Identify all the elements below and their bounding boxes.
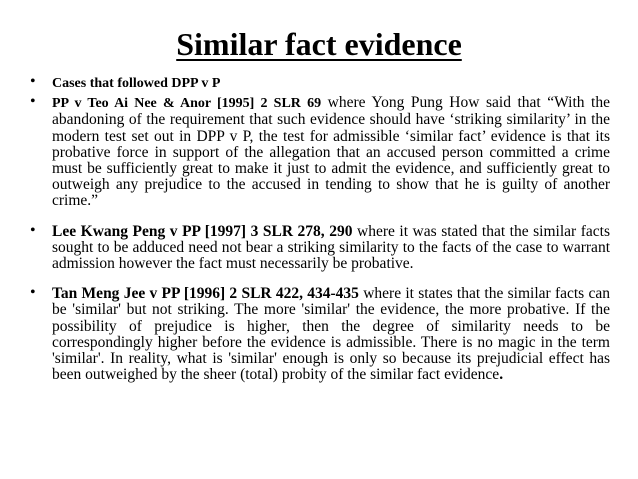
bullet-icon: • [30, 284, 36, 302]
bullet-item-teo-ai-nee [30, 95, 610, 209]
case-citation: Lee Kwang Peng v PP [1997] 3 SLR 278, 290 [52, 222, 353, 240]
case-description: where it states that the similar facts can be 'similar' but not striking. The more 'similar' the evidence, the more probative. If the possibility of prejudice is higher, then the degree of similarity needs to be correspondingly higher before the evidence is admissible. There is no magic in the term 'similar'. In reality, what is 'similar' enough is only so because its prejudicial effect has been outweighed by the sheer (total) probity of the similar fact evidence [52, 285, 610, 384]
case-citation: Cases that followed DPP v P [52, 76, 221, 91]
case-citation: Tan Meng Jee v PP [1996] 2 SLR 422, 434-435 [52, 285, 359, 303]
bullet-item-lee-kwang-peng [30, 221, 610, 273]
case-description: where it was stated that the similar facts sought to be adduced need not bear a striking similarity to the facts of the case to warrant admission however the fact must necessarily be probative. [52, 222, 610, 273]
bullet-list [30, 75, 610, 383]
case-description: where Yong Pung How said that “With the abandoning of the requirement that such evidence should have ‘striking similarity’ in the modern test set out in DPP v P, the test for admissible ‘similar fact’ evidence is that its probative force in support of the allegation that an accused person committed a crime must be sufficiently great to make it just to admit the evidence, and sufficiently great to outweigh any prejudice to the accused in tending to show that he is guilty of another crime.” [52, 94, 610, 210]
bullet-item-cases-followed [30, 75, 610, 92]
case-citation: PP v Teo Ai Nee & Anor [1995] 2 SLR 69 [52, 96, 322, 112]
bullet-item-tan-meng-jee [30, 286, 610, 383]
bullet-icon: • [30, 73, 36, 90]
bullet-icon: • [30, 221, 36, 239]
bullet-icon: • [30, 93, 36, 111]
end-mark: . [499, 366, 504, 384]
slide-title: Similar fact evidence [176, 26, 462, 62]
